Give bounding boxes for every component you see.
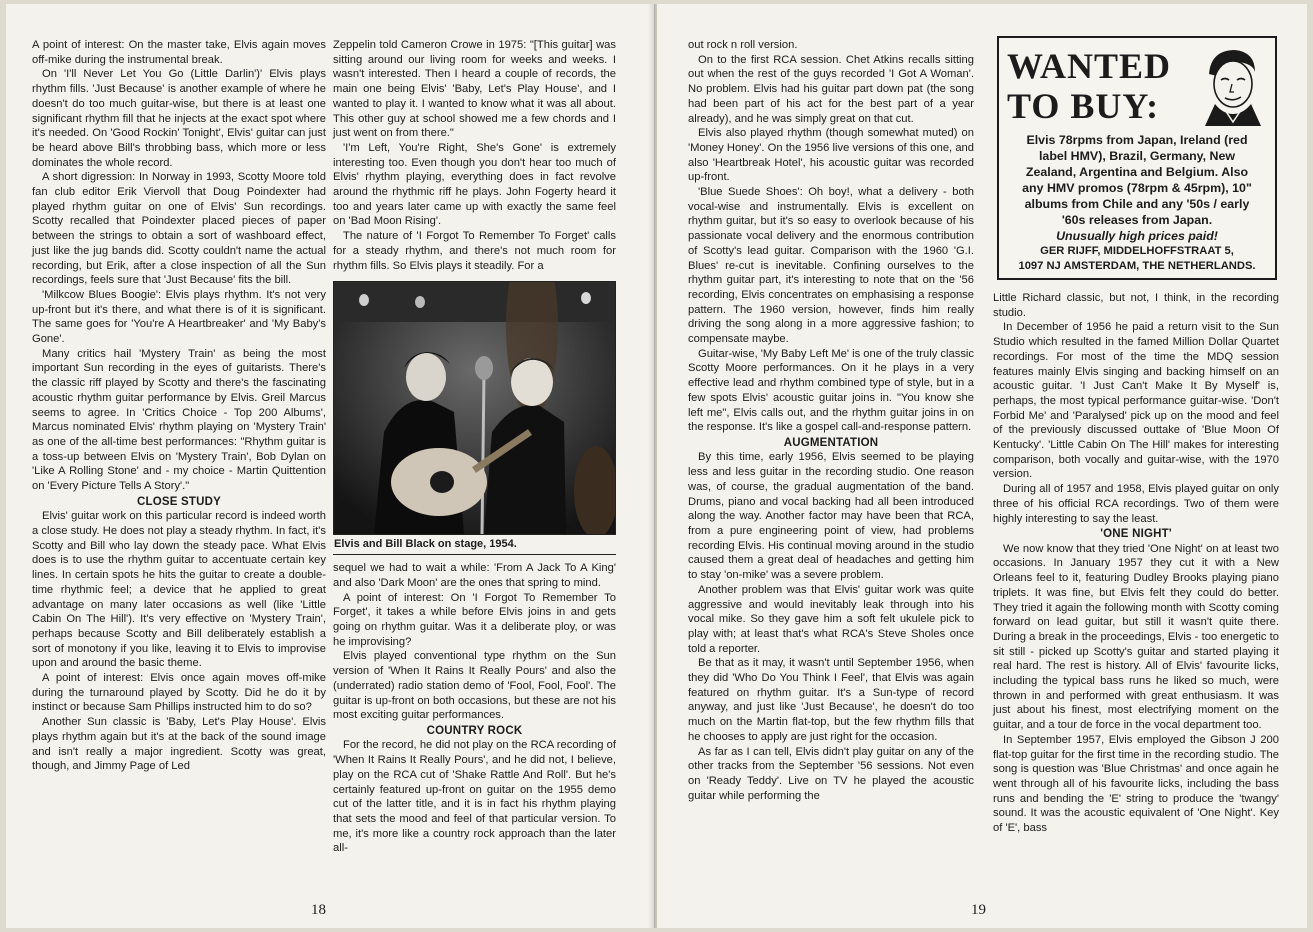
article-paragraph: As far as I can tell, Elvis didn't play guitar on any of the other tracks from the September '56 sessions. Not even on 'Ready Teddy'. Live on TV he played the acoustic guitar while performing the: [688, 745, 974, 802]
ad-address-line-2: 1097 NJ AMSTERDAM, THE NETHERLANDS.: [1018, 259, 1256, 272]
article-paragraph: In December of 1956 he paid a return visit to the Sun Studio which resulted in the famed Million Dollar Quartet recordings. For most of the time the MDQ session features mainly Elvis singing and backing himself on an acoustic guitar. 'I Just Can't Make It By Myself' is, perhaps, the most typical performance guitar-wise. 'Don't Forbid Me' and 'Paralysed' pick up on the mood and feel of the previously discussed outtake of 'Blue Moon Of Kentucky'. 'Little Cabin On The Hill' makes for interesting comparison, both vocally and guitar-wise, with the 1970 version.: [993, 321, 1279, 481]
article-paragraph: A point of interest: Elvis once again moves off-mike during the turnaround played by Scotty. Did he do it by instinct or because Sam Phillips instructed him to do so?: [32, 672, 326, 714]
article-paragraph: On 'I'll Never Let You Go (Little Darlin')' Elvis plays rhythm fills. 'Just Because' is another example of where he doesn't do too much guitar-wise, but there is at least one significant rhythm fill that he injects at the exact spot where it's needed. On 'Good Rockin' Tonight', Elvis' guitar can just be heard above Bill's throbbing bass, which more or less dominates the whole record.: [32, 68, 326, 169]
ad-headline-line-2: TO BUY:: [1007, 86, 1160, 126]
article-paragraph: During all of 1957 and 1958, Elvis played guitar on only three of his official RCA recordings. Two of them were highly interesting to say the least.: [993, 483, 1279, 525]
page-number-left: 18: [311, 902, 326, 918]
ad-address-line-1: GER RIJFF, MIDDELHOFFSTRAAT 5,: [1040, 245, 1234, 257]
ad-text-line: label HMV), Brazil, Germany, New: [1038, 149, 1235, 163]
article-paragraph: 'Milkcow Blues Boogie': Elvis plays rhythm. It's not very up-front but it's there, and what there is of it is significant. The same goes for 'You're A Heartbreaker' and 'My Baby's Gone'.: [32, 288, 326, 346]
article-paragraph: out rock n roll version.: [688, 39, 798, 51]
article-paragraph: Elvis played conventional type rhythm on the Sun version of 'When It Rains It Really Pours' and also the (underrated) radio station demo of 'Fool, Fool, Fool'. The guitar is up-front on both occasions, but these are not his most exciting guitar performances.: [333, 650, 616, 722]
article-paragraph: We now know that they tried 'One Night' on at least two occasions. In January 1957 they cut it with a New Orleans feel to it, featuring Dudley Brooks playing piano triplets. It was fine, but Elvis felt they could do better. They tried it again the following month with Scotty coming forward on lead guitar, but still it wasn't quite there. During a break in the proceedings, Elvis - too energetic to sit still - picked up Scotty's guitar and started playing it real hard. The rest is history. All of Elvis' favourite licks, including the typical bass runs he liked so much, were thrown in and performed with great enthusiasm. It was just about his finest, most electrifying moment on the guitar, and a tour de force in the vocal department too.: [993, 542, 1279, 732]
article-paragraph: Another Sun classic is 'Baby, Let's Play House'. Elvis plays rhythm again but it's at the back of the sound image and isn't really a major ingredient. Scotty was great, though, and Jimmy Page of Led: [32, 716, 326, 773]
section-heading: 'ONE NIGHT': [1100, 528, 1172, 541]
left-column-2: [333, 38, 616, 856]
section-heading: COUNTRY ROCK: [426, 724, 523, 737]
ad-body: [1005, 132, 1269, 273]
article-paragraph: Little Richard classic, but not, I think, in the recording studio.: [993, 292, 1279, 319]
left-column-2-bottom-text: [333, 561, 616, 856]
left-column-1: [32, 38, 326, 774]
stage-photo: [333, 281, 616, 535]
article-paragraph: The nature of 'I Forgot To Remember To Forget' calls for a steady rhythm, and there's not much room for rhythm fills. So Elvis plays it steadily. For a: [333, 230, 616, 272]
page-number-right: 19: [971, 902, 986, 918]
article-paragraph: Guitar-wise, 'My Baby Left Me' is one of the truly classic Scotty Moore performances. On it he plays in a very effective lead and rhythm combined type of style, but in a few spots Elvis' acoustic guitar joins in. "You know she left me", Elvis calls out, and the rhythm guitar joins in on the response. It's like a gospel call-and-response pattern.: [688, 347, 974, 434]
elvis-portrait-icon: [1195, 44, 1265, 126]
ad-text-lines: [1005, 132, 1269, 228]
ad-text-line: '60s releases from Japan.: [1061, 213, 1213, 227]
ad-text-line: any HMV promos (78rpm & 45rpm), 10": [1022, 181, 1252, 195]
ad-text-line: Zealand, Argentina and Belgium. Also: [1025, 165, 1249, 179]
ad-headline: [1007, 46, 1171, 126]
elvis-bill-black-photo-image: [334, 282, 615, 534]
right-column-2: [993, 291, 1279, 836]
ad-text-line: albums from Chile and any '50s / early: [1024, 197, 1250, 211]
article-paragraph: A short digression: In Norway in 1993, Scotty Moore told fan club editor Erik Viervoll that Doug Poindexter had played rhythm guitar on one of Elvis' Sun recordings. Scotty recalled that Poindexter placed pieces of paper between the strings to obtain a sort of washboard effect, just like the jug bands did. Scotty couldn't name the actual recording, but Erik, after a close inspection of all the Sun recordings, feels sure that 'Just Because' fits the bill.: [32, 171, 326, 287]
article-paragraph: Many critics hail 'Mystery Train' as being the most important Sun recording in the eyes of guitarists. There's the classic riff played by Scotty and there's the fascinating acoustic rhythm guitar performance by Elvis. Greil Marcus seems to agree. In 'Critics Choice - Top 200 Albums', Marcus nominated Elvis' rhythm playing on 'Mystery Train' as one of the all-time best performances: "Rhythm guitar is a toss-up between Elvis on 'Mystery Train', Bob Dylan on 'Like A Rolling Stone' and - my choice - Martin Quittention on 'Every Picture Tells A Story'.": [32, 347, 326, 493]
article-paragraph: 'Blue Suede Shoes': Oh boy!, what a delivery - both vocal-wise and instrumentally. Elvis is excellent on rhythm guitar, but it's so easy to overlook because of his passionate vocal delivery and the enormous contribution of Scotty's lead guitar. Comparison with the 1960 'G.I. Blues' re-cut is inevitable. Confining ourselves to the rhythm guitar part, it's interesting to note that on the '56 recording, Elvis concentrates on emphasising a response pattern. The 1960 version, however, finds him really driving the song along in a more aggressive fashion; to compensate maybe.: [688, 186, 974, 346]
article-paragraph: A point of interest: On 'I Forgot To Remember To Forget', it takes a while before Elvis joins in and gets going on rhythm guitar. Was it a deliberate ploy, or was he improvising?: [333, 591, 616, 648]
section-heading: CLOSE STUDY: [137, 495, 221, 508]
article-paragraph: sequel we had to wait a while: 'From A Jack To A King' and also 'Dark Moon' are the ones that spring to mind.: [333, 562, 616, 589]
article-paragraph: By this time, early 1956, Elvis seemed to be playing less and less guitar in the recording studio. One reason was, of course, the gradual augmentation of the band. Drums, piano and vocal backing had all been introduced along the way. Another factor may have been that RCA, from a pure engineering point of view, had problems recording Elvis. His continual moving around in the studio caused them a great deal of headaches and getting him to stay 'on-mike' was a severe problem.: [688, 451, 974, 582]
wanted-to-buy-ad: [997, 36, 1277, 280]
article-paragraph: Elvis also played rhythm (though somewhat muted) on 'Money Honey'. On the 1956 live versions of this one, and also 'Heartbreak Hotel', his acoustic guitar was recorded up-front.: [688, 127, 974, 184]
article-paragraph: Another problem was that Elvis' guitar work was quite aggressive and would inevitably leak through into his vocal mike. So they gave him a soft felt ukulele pick to play with; at least that's what RCA's Steve Sholes once told a reporter.: [688, 583, 974, 655]
article-paragraph: A point of interest: On the master take, Elvis again moves off-mike during the instrumental break.: [32, 39, 326, 66]
ad-text-line: Elvis 78rpms from Japan, Ireland (red: [1026, 133, 1248, 147]
article-paragraph: Be that as it may, it wasn't until September 1956, when they did 'Who Do You Think I Feel', that Elvis was again featured on rhythm guitar. It's a Sun-type of record anyway, and just like 'Just Because', he doesn't do too much on the Martin flat-top, but the few rhythm fills that he chooses to apply are just right for the occasion.: [688, 657, 974, 743]
article-paragraph: For the record, he did not play on the RCA recording of 'When It Rains It Really Pours', and he did not, I believe, play on the RCA cut of 'Shake Rattle And Roll'. But he's certainly featured up-front on guitar on the 1955 demo cut of the latter title, and it is in fact his rhythm playing that sets the mood and feel of that particular version. To me, it's more like a country rock approach than the later all-: [333, 739, 616, 855]
article-paragraph: In September 1957, Elvis employed the Gibson J 200 flat-top guitar for the first time in the recording studio. The song is question was 'Blue Christmas' and once again he went through all of his favourite licks, including the bass runs and bending the 'E' string to produce the 'twangy' sound. It was the acoustic equivalent of 'One Night'. Key of 'E', bass: [993, 733, 1279, 835]
page-18: [6, 4, 655, 928]
page-19: [656, 4, 1307, 928]
section-heading: AUGMENTATION: [783, 436, 879, 449]
article-paragraph: Zeppelin told Cameron Crowe in 1975: "[This guitar] was sitting around our living room for weeks and weeks. I wasn't interested. Then I heard a couple of records, the main one being Elvis' 'Baby, Let's Play House', and I wanted to play it. I wanted to know what it was all about. This other guy at school showed me a few chords and I just went on from there.": [333, 39, 616, 140]
left-column-2-top-text: [333, 38, 616, 273]
article-paragraph: 'I'm Left, You're Right, She's Gone' is extremely interesting too. Even though you don't hear too much of Elvis' rhythm playing, everything does in fact revolve around the rhythmic riff he plays. John Fogerty heard it too and years later came up with exactly the same feel on 'Bad Moon Rising'.: [333, 141, 616, 228]
article-paragraph: On to the first RCA session. Chet Atkins recalls sitting out when the rest of the guys recorded 'I Got A Woman'. No problem. Elvis had his guitar part down pat (the song had been part of his act for the best part of a year already), and he was simply great on that cut.: [688, 53, 974, 125]
photo-caption: Elvis and Bill Black on stage, 1954.: [333, 535, 616, 555]
ad-slogan: Unusually high prices paid!: [1056, 229, 1218, 243]
ad-headline-line-1: WANTED: [1007, 46, 1172, 86]
right-column-1: [688, 38, 974, 803]
article-paragraph: Elvis' guitar work on this particular record is indeed worth a close study. He does not play a steady rhythm. In fact, it's Scotty and Bill who lay down the steady pace. What Elvis does is to use the rhythm guitar to accentuate certain key lines. In certain spots he hits the guitar to create a double-time rhythmic feel; a device that he applied to great advantage on many later occasions as well (like 'Little Cabin On The Hill'). It's very effective on 'Mystery Train', perhaps because Scotty and Bill deliberately establish a sort of monotony if you like, leaving it to Elvis to improvise upon and around the basic theme.: [32, 510, 326, 670]
